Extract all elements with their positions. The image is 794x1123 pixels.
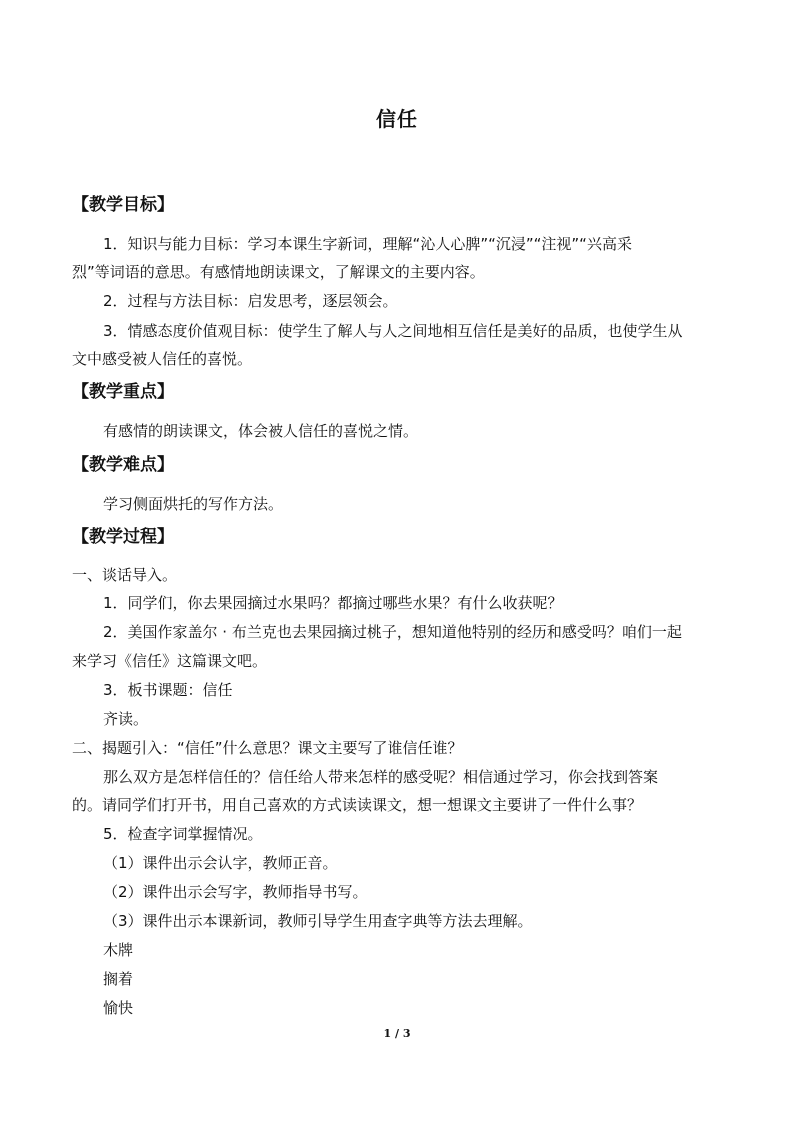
process-section-2-sub-2: （2）课件出示会写字，教师指导书写。 — [103, 883, 368, 901]
process-section-1-item-3: 3．板书课题：信任 — [103, 681, 233, 699]
process-section-1-title: 一、谈话导入。 — [72, 566, 178, 584]
heading-objectives: 【教学目标】 — [72, 195, 174, 215]
process-section-2-sub-3: （3）课件出示本课新词，教师引导学生用查字典等方法去理解。 — [103, 912, 533, 930]
page-number: 1 / 3 — [383, 1027, 411, 1040]
vocab-word-3: 愉快 — [103, 999, 134, 1017]
process-section-2-item-5: 5．检查字词掌握情况。 — [103, 825, 263, 843]
difficulties-text: 学习侧面烘托的写作方法。 — [103, 495, 284, 513]
process-section-2-title: 二、揭题引入：“信任”什么意思？课文主要写了谁信任谁？ — [72, 739, 463, 757]
process-section-1-item-2-line-2: 来学习《信任》这篇课文吧。 — [72, 652, 268, 670]
objectives-item-2: 2．过程与方法目标：启发思考，逐层领会。 — [103, 292, 398, 310]
objectives-item-1-line-1: 1．知识与能力目标：学习本课生字新词，理解“沁人心脾”“沉浸”“注视”“兴高采 — [103, 235, 632, 253]
heading-key-points: 【教学重点】 — [72, 382, 174, 402]
process-section-2-para-line-2: 的。请同学们打开书，用自己喜欢的方式读读课文，想一想课文主要讲了一件什么事？ — [72, 796, 643, 814]
objectives-item-1-line-2: 烈”等词语的意思。有感情地朗读课文，了解课文的主要内容。 — [72, 263, 485, 281]
heading-process: 【教学过程】 — [72, 527, 174, 547]
vocab-word-1: 木牌 — [103, 941, 134, 959]
document-title: 信任 — [376, 107, 418, 131]
vocab-word-2: 搁着 — [103, 970, 134, 988]
objectives-item-3-line-1: 3．情感态度价值观目标：使学生了解人与人之间地相互信任是美好的品质，也使学生从 — [103, 322, 683, 340]
process-section-1-item-4: 齐读。 — [103, 710, 149, 728]
process-section-2-sub-1: （1）课件出示会认字，教师正音。 — [103, 854, 338, 872]
process-section-1-item-2-line-1: 2．美国作家盖尔 · 布兰克也去果园摘过桃子，想知道他特别的经历和感受吗？咱们一起 — [103, 623, 682, 641]
objectives-item-3-line-2: 文中感受被人信任的喜悦。 — [72, 350, 253, 368]
process-section-2-para-line-1: 那么双方是怎样信任的？信任给人带来怎样的感受呢？相信通过学习，你会找到答案 — [103, 768, 659, 786]
heading-difficulties: 【教学难点】 — [72, 455, 174, 475]
process-section-1-item-1: 1．同学们，你去果园摘过水果吗？都摘过哪些水果？有什么收获呢？ — [103, 594, 563, 612]
key-points-text: 有感情的朗读课文，体会被人信任的喜悦之情。 — [103, 422, 419, 440]
